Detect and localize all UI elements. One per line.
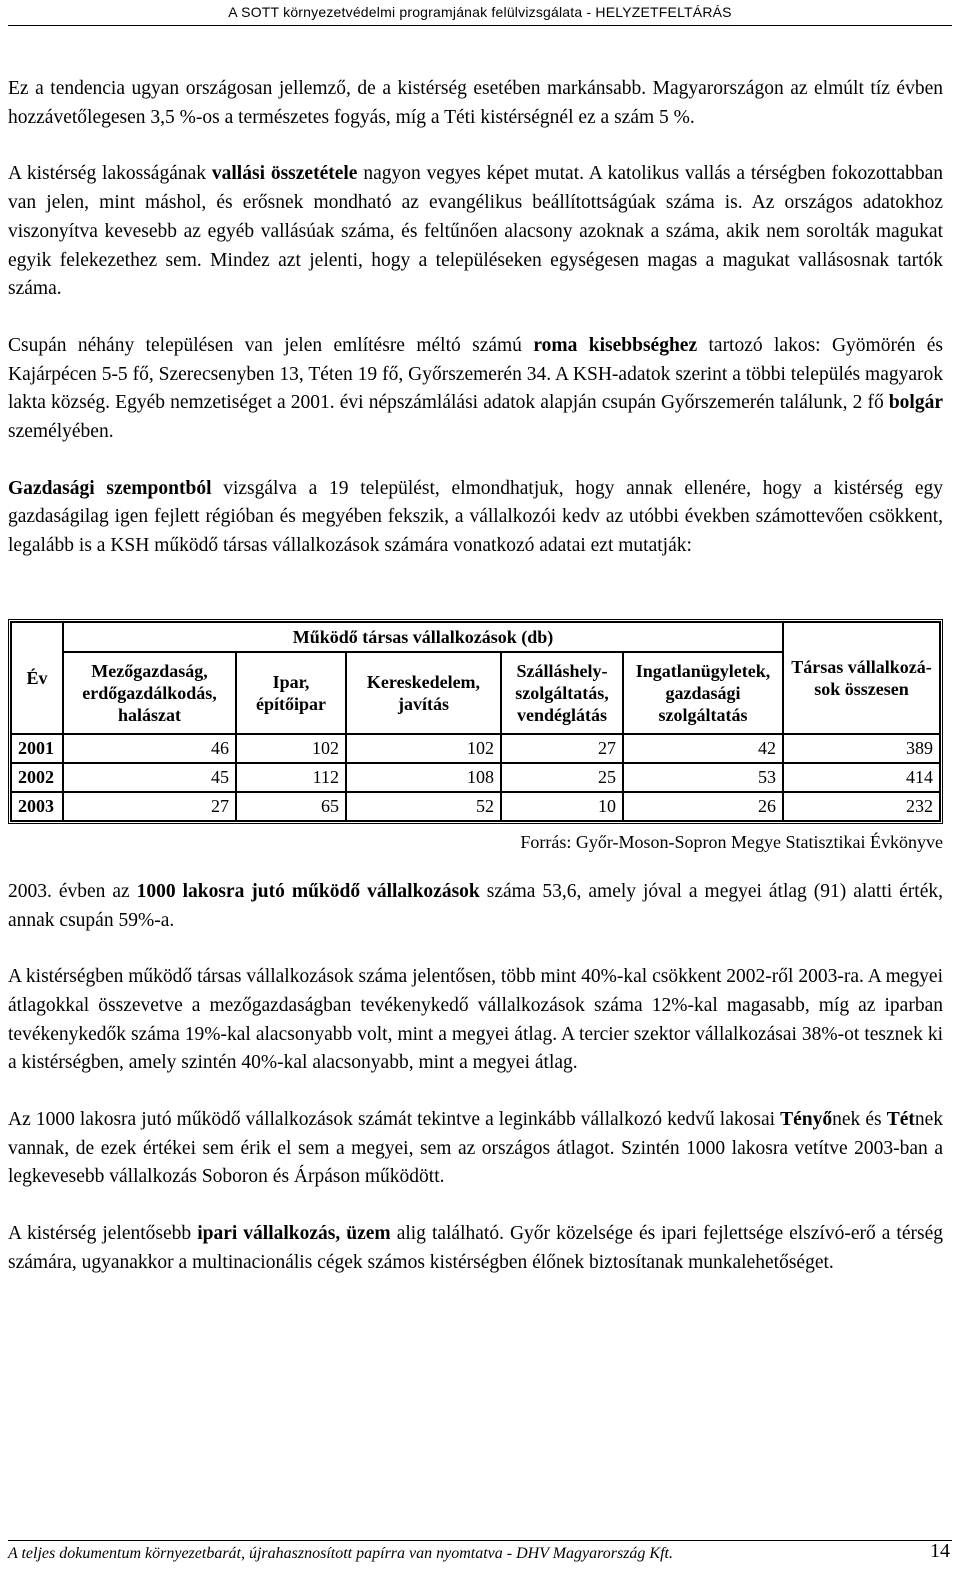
cell-year: 2003 xyxy=(11,792,63,821)
header-real-estate: Ingatlanügyletek, gazdasági szolgáltatás xyxy=(623,652,783,734)
paragraph-settlements xyxy=(8,1106,943,1192)
page-header: A SOTT környezetvédelmi programjának felülvizsgálata - HELYZETFELTÁRÁS xyxy=(228,4,732,20)
footer-divider xyxy=(8,1540,952,1541)
emphasis-religious-composition: vallási összetétele xyxy=(211,163,358,185)
cell-real-estate: 53 xyxy=(623,763,783,792)
cell-total: 389 xyxy=(783,734,940,763)
text-run: Az 1000 lakosra jutó működő vállalkozások számát tekintve a leginkább vállalkozó kedvű lakosai xyxy=(8,1109,781,1131)
text-run: száma 53,6, amely jóval a megyei átlag (91) alatti érték, annak csupán 59%-a. xyxy=(8,880,943,931)
paragraph-minorities xyxy=(8,332,943,447)
header-industry: Ipar, építőipar xyxy=(236,652,346,734)
cell-real-estate: 26 xyxy=(623,792,783,821)
cell-agriculture: 45 xyxy=(63,763,236,792)
cell-agriculture: 27 xyxy=(63,792,236,821)
cell-total: 232 xyxy=(783,792,940,821)
paragraph-industry xyxy=(8,1220,943,1277)
emphasis-per-1000: 1000 lakosra jutó működő vállalkozások xyxy=(136,880,480,902)
cell-industry: 102 xyxy=(236,734,346,763)
page-number: 14 xyxy=(930,1540,950,1562)
text-run: A kistérség lakosságának xyxy=(8,163,212,185)
header-commerce: Kereskedelem, javítás xyxy=(346,652,501,734)
emphasis-tenyo: Tényő xyxy=(780,1109,833,1131)
emphasis-bulgarian: bolgár xyxy=(888,392,943,414)
cell-total: 414 xyxy=(783,763,940,792)
paragraph-tendency: Ez a tendencia ugyan országosan jellemző, de a kistérség esetében markánsabb. Magyarországon az elmúlt tíz évben hozzávetőlegesen 3,5 %-os a természetes fogyás, míg a Téti kistérségnél ez a szám 5 %. xyxy=(8,78,943,128)
header-year: Év xyxy=(11,622,63,734)
header-agriculture: Mezőgazdaság, erdőgazdálkodás, halászat xyxy=(63,652,236,734)
enterprise-table xyxy=(8,619,943,824)
cell-commerce: 102 xyxy=(346,734,501,763)
cell-year: 2002 xyxy=(11,763,63,792)
emphasis-economic-view: Gazdasági szempontból xyxy=(8,477,212,499)
header-accommodation: Szálláshely-szolgáltatás, vendéglátás xyxy=(501,652,623,734)
cell-year: 2001 xyxy=(11,734,63,763)
paragraph-decline: A kistérségben működő társas vállalkozások száma jelentősen, több mint 40%-kal csökkent 2002-ről 2003-ra. A megyei átlagokkal összevetve a mezőgazdaságban tevékenykedő vállalkozások száma 12%-kal magasabb, míg az iparban tevékenykedők száma 19%-kal alacsonyabb volt, mint a megyei átlag. A tercier szektor vállalkozásai 38%-ot tesznek ki a kistérségben, amely szintén 40%-kal alacsonyabb, mint a megyei átlag. xyxy=(8,966,943,1074)
header-total: Társas vállalkozá-sok összesen xyxy=(783,622,940,734)
text-run: vizsgálva a 19 települést, elmondhatjuk, hogy annak ellenére, hogy a kistérség egy gazdaságilag igen fejlett régióban és megyében fekszik, a vállalkozói kedv az utóbbi években számottevően csökkent, legalább is a KSH működő társas vállalkozások számára vonatkozó adatai ezt mutatják: xyxy=(8,477,944,557)
table-row xyxy=(11,763,940,792)
text-run: személyében. xyxy=(8,421,114,443)
table-row xyxy=(11,792,940,821)
document-body xyxy=(8,75,943,1278)
cell-commerce: 108 xyxy=(346,763,501,792)
cell-agriculture: 46 xyxy=(63,734,236,763)
paragraph-religion xyxy=(8,160,943,304)
enterprise-table-section xyxy=(8,619,943,854)
cell-accommodation: 27 xyxy=(501,734,623,763)
text-run: Csupán néhány településen van jelen említésre méltó számú xyxy=(8,334,534,356)
header-group: Működő társas vállalkozások (db) xyxy=(63,622,783,652)
paragraph-economy xyxy=(8,475,943,561)
text-run: 2003. évben az xyxy=(8,880,137,902)
text-run: tartozó lakos: Gyömörén és Kajárpécen 5-5 fő, Szerecsenyben 13, Téten 19 fő, Győrszemerén 34. A KSH-adatok szerint a többi település magyarok lakta község. Egyéb nemzetiséget a 2001. évi népszámlálási adatok alapján csupán Győrszemerén találunk, 2 fő xyxy=(8,334,943,414)
emphasis-industrial-enterprise: ipari vállalkozás, üzem xyxy=(197,1223,391,1245)
page-footer: A teljes dokumentum környezetbarát, újrahasznosított papírra van nyomtatva - DHV Magyarország Kft. xyxy=(8,1545,673,1562)
cell-accommodation: 10 xyxy=(501,792,623,821)
text-run: alig található. Győr közelsége és ipari fejlettsége elszívó-erő a térség számára, ugyanakkor a multinacionális cégek számos kistérségben élőnek biztosítanak munkalehetőséget. xyxy=(8,1223,943,1273)
header-divider xyxy=(8,25,952,26)
table-row xyxy=(11,734,940,763)
cell-accommodation: 25 xyxy=(501,763,623,792)
text-run: A kistérség jelentősebb xyxy=(8,1223,198,1245)
emphasis-tet: Tét xyxy=(886,1109,915,1131)
text-run: nagyon vegyes képet mutat. A katolikus vallás a térségben fokozottabban van jelen, mint máshol, és erősnek mondható az evangélikus beállítottságúak száma is. Az országos adatokhoz viszonyítva kevesebb az egyéb vallásúak száma, és feltűnően alacsony azoknak a száma, akik nem sorolták magukat egyik felekezethez sem. Mindez azt jelenti, hogy a településeken egységesen magas a magukat vallásosnak tartók száma. xyxy=(8,163,944,300)
text-run: nek vannak, de ezek értékei sem érik el sem a megyei, sem az országos átlagot. Szintén 1000 lakosra vetítve 2003-ban a legkevesebb vállalkozás Soboron és Árpáson működött. xyxy=(8,1109,944,1188)
cell-real-estate: 42 xyxy=(623,734,783,763)
cell-industry: 112 xyxy=(236,763,346,792)
text-run: nek és xyxy=(832,1109,887,1131)
cell-industry: 65 xyxy=(236,792,346,821)
emphasis-roma-minority: roma kisebbséghez xyxy=(533,334,698,356)
table-source: Forrás: Győr-Moson-Sopron Megye Statisztikai Évkönyve xyxy=(520,831,943,852)
cell-commerce: 52 xyxy=(346,792,501,821)
paragraph-per-capita xyxy=(8,878,943,935)
